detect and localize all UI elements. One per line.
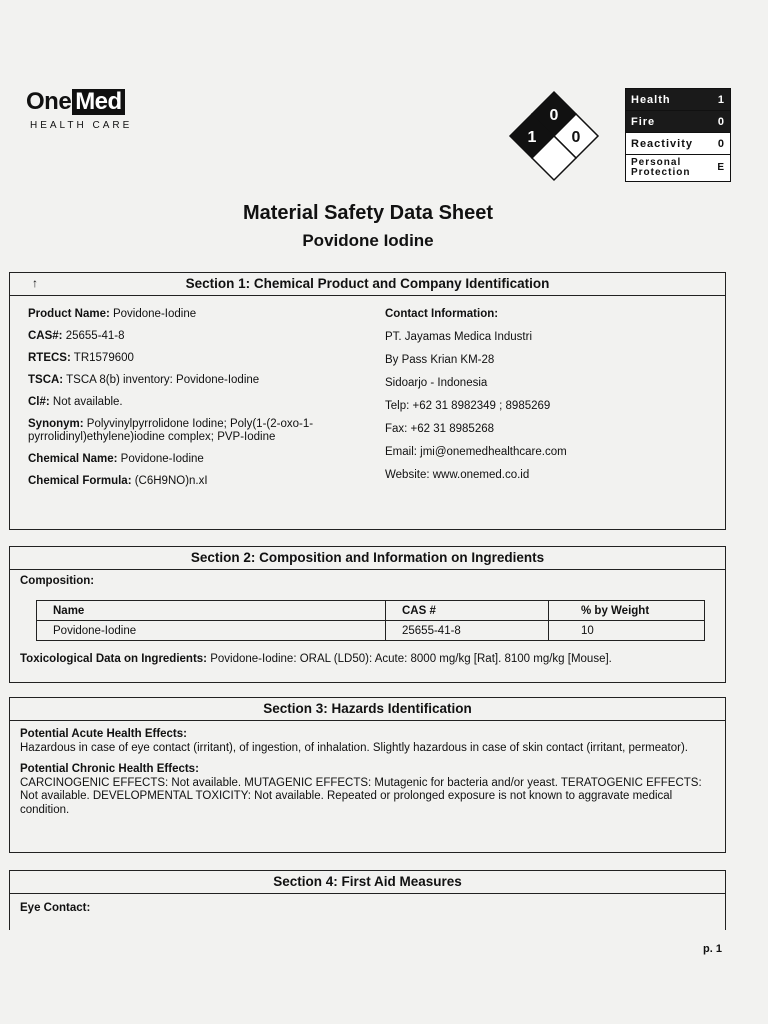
contact-city: Sidoarjo - Indonesia [385,377,488,389]
cell-name: Povidone-Iodine [37,621,386,641]
field-label: Cl#: [28,396,50,408]
rtecs-field [28,352,363,365]
field-value: Povidone-Iodine [109,308,197,320]
contact-website: Website: www.onemed.co.id [385,469,530,481]
field-value: Not available. [49,396,123,408]
acute-effects-label: Potential Acute Health Effects: [20,728,187,740]
nfpa-reactivity-value: 0 [571,129,581,146]
logo-med-text: Med [72,89,125,115]
column-header-weight: % by Weight [549,601,705,621]
chemical-name-field [28,453,363,466]
hmis-health-label: Health [631,93,671,106]
field-value: TSCA 8(b) inventory: Povidone-Iodine [63,374,260,386]
hmis-health-value: 1 [717,93,725,106]
tsca-field [28,374,363,387]
section-4 [9,870,726,930]
nfpa-health-value: 1 [527,129,537,146]
field-value: TR1579600 [70,352,134,364]
document-subtitle: Povidone Iodine [302,231,434,250]
cas-field [28,330,363,343]
product-name-field [28,308,363,321]
field-label: RTECS: [28,352,71,364]
synonym-field [28,418,363,444]
composition-label: Composition: [20,575,95,587]
chronic-effects-label: Potential Chronic Health Effects: [20,763,199,775]
tox-value: Povidone-Iodine: ORAL (LD50): Acute: 8000 mg/kg [Rat]. 8100 mg/kg [Mouse]. [207,653,612,665]
field-label: Product Name: [28,308,110,320]
arrow-mark-icon: ↑ [32,276,38,290]
hmis-protection-label: Personal Protection [631,157,691,178]
section-1 [9,272,726,530]
logo-wordmark [26,88,132,116]
section-1-heading: Section 1: Chemical Product and Company Identification [185,276,550,291]
acute-effects-text: Hazardous in case of eye contact (irritant), of ingestion, of inhalation. Slightly hazardous in case of skin contact (irritant, permeator). [20,741,688,754]
contact-company: PT. Jayamas Medica Industri [385,331,533,343]
section-4-header: Section 4: First Aid Measures [10,871,725,894]
section-2 [9,546,726,683]
hmis-health-row [626,89,730,111]
hmis-reactivity-row [626,133,730,155]
section-2-header: Section 2: Composition and Information on Ingredients [10,547,725,570]
table-row [37,621,705,641]
eye-contact-label: Eye Contact: [20,902,91,914]
onemed-logo [26,88,132,131]
field-value: Polyvinylpyrrolidone Iodine; Poly(1-(2-oxo-1-pyrrolidinyl)ethylene)iodine complex; PVP-Iodine [28,418,314,443]
contact-email: Email: jmi@onemedhealthcare.com [385,446,567,458]
hmis-reactivity-label: Reactivity [631,137,693,150]
table-header-row [37,601,705,621]
field-label: TSCA: [28,374,64,386]
contact-phone: Telp: +62 31 8982349 ; 8985269 [385,400,551,412]
section-3-header: Section 3: Hazards Identification [10,698,725,721]
ci-field [28,396,363,409]
contact-fax: Fax: +62 31 8985268 [385,423,495,435]
contact-heading: Contact Information: [385,308,499,320]
document-title: Material Safety Data Sheet [242,202,494,224]
contact-information [385,308,705,492]
field-label: Chemical Name: [28,453,118,465]
tox-label: Toxicological Data on Ingredients: [20,653,208,665]
cell-cas: 25655-41-8 [386,621,549,641]
hmis-protection-row [626,155,730,181]
field-value: (C6H9NO)n.xI [131,475,208,487]
hazards-body [20,728,710,825]
logo-one-text: One [26,88,72,115]
field-label: Synonym: [28,418,84,430]
field-label: Chemical Formula: [28,475,132,487]
hmis-fire-label: Fire [631,115,656,128]
logo-subtitle: HEALTH CARE [30,120,133,131]
hmis-label [625,88,731,182]
column-header-name: Name [37,601,386,621]
chronic-effects-text: CARCINOGENIC EFFECTS: Not available. MUTAGENIC EFFECTS: Mutagenic for bacteria and/or yeast. TERATOGENIC EFFECTS: Not available. DEVELOPMENTAL TOXICITY: Not available. Repeated or prolonged exposure is not known to aggravate medical condition. [20,776,702,816]
hmis-fire-row [626,111,730,133]
toxicological-data [20,653,612,665]
page-number: p. 1 [703,943,722,955]
section-3 [9,697,726,853]
chemical-formula-field [28,475,363,488]
nfpa-diamond [506,90,602,186]
cell-weight: 10 [549,621,705,641]
nfpa-fire-value: 0 [549,107,559,124]
field-label: CAS#: [28,330,63,342]
section-1-header [10,273,725,296]
product-identification [28,308,363,497]
hmis-reactivity-value: 0 [717,137,725,150]
field-value: Povidone-Iodine [117,453,204,465]
ingredients-table [36,600,705,641]
hmis-fire-value: 0 [717,115,725,128]
column-header-cas: CAS # [386,601,549,621]
hmis-protection-value: E [717,162,725,173]
contact-address: By Pass Krian KM-28 [385,354,495,366]
field-value: 25655-41-8 [62,330,125,342]
